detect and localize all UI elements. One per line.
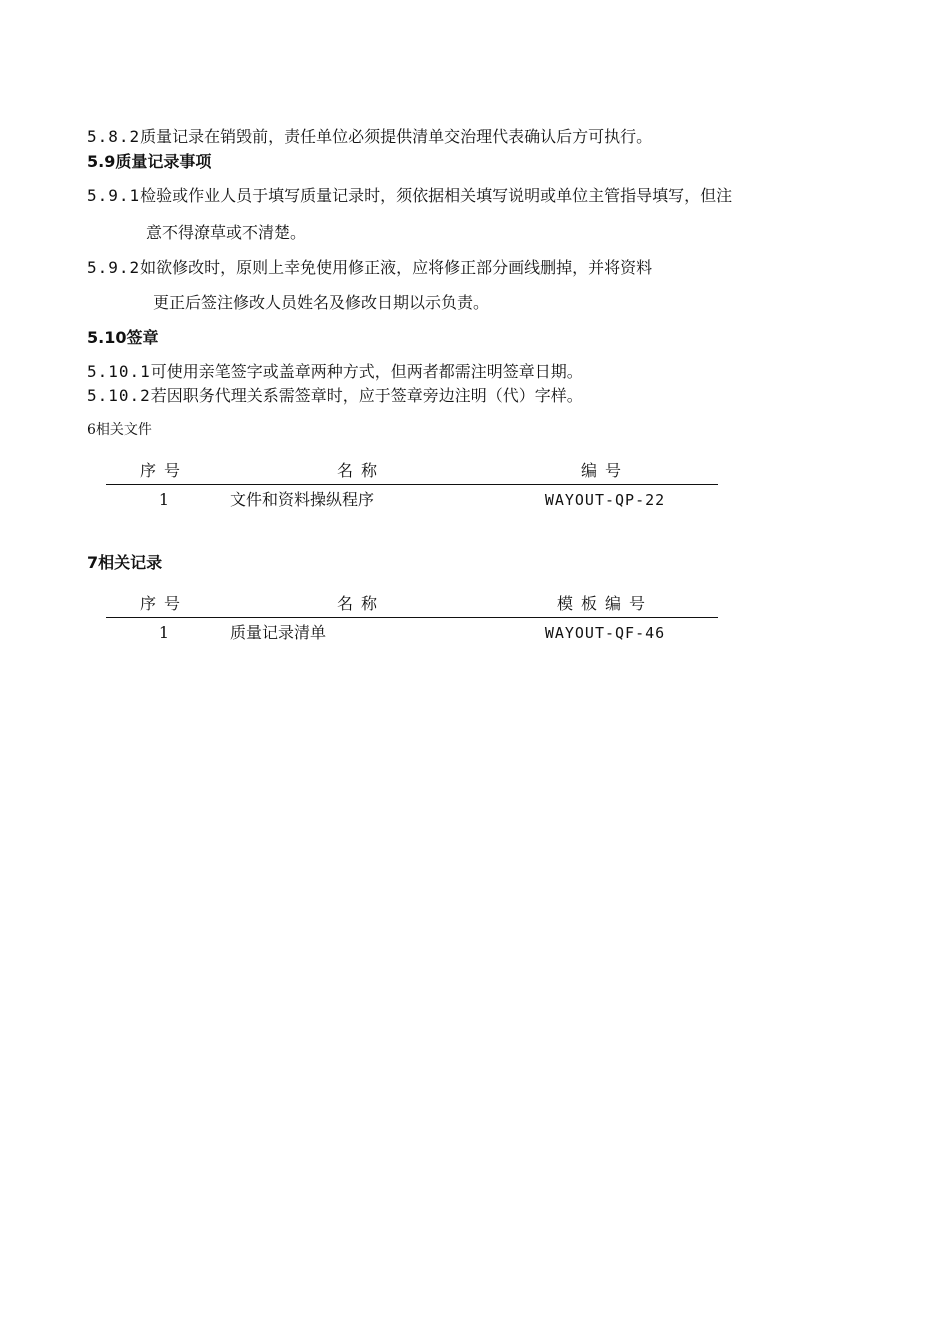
- clause-number: 5.8.2: [87, 127, 141, 146]
- paragraph-5-8-2: [87, 127, 652, 147]
- table-header-row: [106, 456, 718, 485]
- clause-text: 质量记录在销毁前，责任单位必须提供清单交治理代表确认后方可执行。: [140, 127, 653, 146]
- table-row: [106, 485, 718, 515]
- table-row: [106, 618, 718, 648]
- clause-text: 检验或作业人员于填写质量记录时，须依据相关填写说明或单位主管指导填写，但注: [140, 186, 733, 205]
- section-heading-6: 6相关文件: [87, 422, 152, 438]
- related-documents-table: [106, 456, 718, 515]
- column-header-code: 编号: [580, 461, 629, 480]
- clause-text: 可使用亲笔签字或盖章两种方式，但两者都需注明签章日期。: [150, 362, 583, 381]
- cell-index: 1: [158, 490, 170, 509]
- related-records-table: [106, 589, 718, 648]
- paragraph-5-9-2-continuation: 更正后签注修改人员姓名及修改日期以示负责。: [153, 293, 490, 312]
- paragraph-5-9-2: [87, 258, 652, 278]
- clause-number: 5.10.1: [87, 362, 151, 381]
- column-header-template-code: 模板编号: [556, 594, 653, 613]
- cell-name: 文件和资料操纵程序: [230, 490, 375, 509]
- cell-index: 1: [158, 623, 170, 642]
- section-heading-5-9: 5.9质量记录事项: [87, 152, 212, 171]
- paragraph-5-10-1: [87, 362, 583, 382]
- section-heading-7: 7相关记录: [87, 553, 163, 572]
- column-header-index: 序号: [139, 461, 188, 480]
- clause-number: 5.10.2: [87, 386, 151, 405]
- column-header-index: 序号: [139, 594, 188, 613]
- clause-number: 5.9.2: [87, 258, 141, 277]
- column-header-name: 名称: [336, 461, 385, 480]
- cell-name: 质量记录清单: [230, 623, 327, 642]
- paragraph-5-9-1-continuation: 意不得潦草或不清楚。: [146, 223, 307, 242]
- section-heading-5-10: 5.10签章: [87, 328, 159, 347]
- paragraph-5-10-2: [87, 386, 583, 406]
- cell-code: WAYOUT-QP-22: [544, 491, 666, 509]
- cell-template-code: WAYOUT-QF-46: [544, 624, 666, 642]
- paragraph-5-9-1: [87, 186, 732, 206]
- clause-number: 5.9.1: [87, 186, 141, 205]
- column-header-name: 名称: [336, 594, 385, 613]
- table-header-row: [106, 589, 718, 618]
- clause-text: 若因职务代理关系需签章时，应于签章旁边注明（代）字样。: [150, 386, 583, 405]
- clause-text: 如欲修改时，原则上幸免使用修正液，应将修正部分画线删掉，并将资料: [140, 258, 653, 277]
